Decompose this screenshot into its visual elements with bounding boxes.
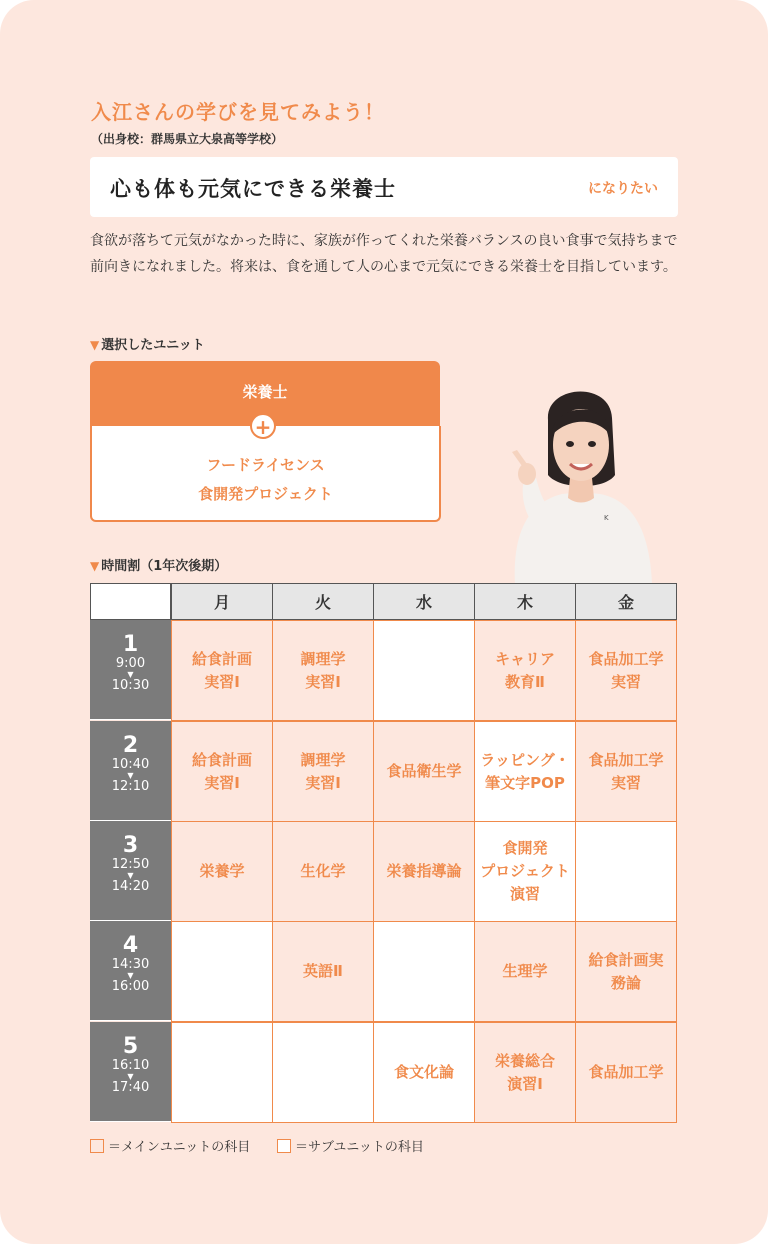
arrow-down-icon: ▼ xyxy=(127,1072,134,1081)
period-end: 10:30 xyxy=(111,678,150,693)
legend-sub-text: ＝サブユニットの科目 xyxy=(295,1140,424,1155)
subject-name: 給食計画実 務論 xyxy=(588,950,664,992)
subject-name: 給食計画 実習Ⅰ xyxy=(191,649,252,691)
subject-name: 栄養学 xyxy=(199,862,245,880)
period-label xyxy=(90,1022,171,1122)
day-header-fri: 金 xyxy=(575,583,677,620)
legend-main xyxy=(90,1136,250,1155)
day-header-wed: 水 xyxy=(373,583,475,620)
period-start: 10:40 xyxy=(111,757,150,772)
timetable-cell xyxy=(272,921,374,1022)
sub-unit xyxy=(90,426,441,522)
timetable-cell xyxy=(171,620,273,721)
period-end: 16:00 xyxy=(111,979,150,994)
arrow-down-icon: ▼ xyxy=(127,971,134,980)
subject-name: 食品加工学 実習 xyxy=(588,750,664,792)
timetable-cell xyxy=(474,921,576,1022)
period-end: 12:10 xyxy=(111,779,150,794)
timetable-cell xyxy=(272,1022,374,1123)
arrow-down-icon: ▼ xyxy=(127,771,134,780)
timetable-corner xyxy=(90,583,171,620)
goal-text: 心も体も元気にできる栄養士 xyxy=(110,177,396,201)
timetable-cell xyxy=(575,721,677,822)
timetable-cell xyxy=(171,821,273,922)
svg-text:K: K xyxy=(604,514,609,522)
plus-icon: + xyxy=(250,413,276,439)
day-header-tue: 火 xyxy=(272,583,374,620)
day-header-thu: 木 xyxy=(474,583,576,620)
school-name: （出身校：群馬県立大泉高等学校） xyxy=(91,132,284,146)
subject-name: ラッピング・ 筆文字POP xyxy=(480,750,570,792)
subject-name: 食品加工学 実習 xyxy=(588,649,664,691)
period-end: 17:40 xyxy=(111,1080,150,1095)
description: 食欲が落ちて元気がなかった時に、家族が作ってくれた栄養バランスの良い食事で気持ちまで前向きになれました。将来は、食を通して人の心まで元気にできる栄養士を目指しています。 xyxy=(90,233,678,275)
subject-name: 英語Ⅱ xyxy=(303,962,343,980)
period-number: 2 xyxy=(122,733,139,758)
subject-name: 栄養総合 演習Ⅰ xyxy=(494,1051,555,1093)
timetable-cell xyxy=(373,921,475,1022)
timetable-cell xyxy=(575,921,677,1022)
legend-sub-swatch xyxy=(277,1139,291,1153)
timetable-cell xyxy=(575,620,677,721)
timetable-cell xyxy=(474,821,576,922)
period-end: 14:20 xyxy=(111,879,150,894)
triangle-down-icon: ▼ xyxy=(90,559,100,573)
legend-sub xyxy=(277,1136,424,1155)
arrow-down-icon: ▼ xyxy=(127,670,134,679)
timetable-cell xyxy=(575,821,677,922)
subject-name: 給食計画 実習Ⅰ xyxy=(191,750,252,792)
units-section-label xyxy=(90,334,205,353)
period-start: 9:00 xyxy=(115,656,146,671)
sub-unit-line2: 食開発プロジェクト xyxy=(198,485,333,503)
timetable-section-label xyxy=(90,555,227,574)
period-start: 14:30 xyxy=(111,957,150,972)
period-label xyxy=(90,921,171,1021)
period-number: 1 xyxy=(122,632,139,657)
legend-main-text: ＝メインユニットの科目 xyxy=(108,1140,251,1155)
period-start: 12:50 xyxy=(111,857,150,872)
day-header-mon: 月 xyxy=(171,583,273,620)
timetable-cell xyxy=(474,721,576,822)
period-number: 3 xyxy=(122,833,139,858)
timetable-cell xyxy=(171,721,273,822)
timetable-cell xyxy=(272,620,374,721)
subject-name: 食品加工学 xyxy=(588,1063,664,1081)
period-label xyxy=(90,620,171,720)
main-unit: 栄養士 xyxy=(90,361,440,426)
subject-name: 調理学 実習Ⅰ xyxy=(300,750,346,792)
timetable-cell xyxy=(373,620,475,721)
subject-name: 調理学 実習Ⅰ xyxy=(300,649,346,691)
triangle-down-icon: ▼ xyxy=(90,338,100,352)
timetable-cell xyxy=(272,821,374,922)
sub-unit-line1: フードライセンス xyxy=(206,456,325,474)
units-label-text: 選択したユニット xyxy=(101,338,205,353)
period-number: 5 xyxy=(122,1034,139,1059)
period-label xyxy=(90,821,171,921)
subject-name: 食品衛生学 xyxy=(386,762,462,780)
subject-name: 栄養指導論 xyxy=(386,862,462,880)
timetable-cell xyxy=(171,1022,273,1123)
timetable-cell xyxy=(474,620,576,721)
goal-suffix: になりたい xyxy=(588,181,658,197)
student-photo xyxy=(500,380,680,585)
subject-name: キャリア 教育Ⅱ xyxy=(494,649,555,691)
timetable-cell xyxy=(373,821,475,922)
goal-box xyxy=(90,157,678,217)
legend-main-swatch xyxy=(90,1139,104,1153)
subject-name: 生理学 xyxy=(502,962,548,980)
timetable-cell xyxy=(272,721,374,822)
period-number: 4 xyxy=(122,933,139,958)
subject-name: 食文化論 xyxy=(393,1063,454,1081)
page-title: 入江さんの学びを見てみよう！ xyxy=(91,100,385,124)
subject-name: 食開発 プロジェクト 演習 xyxy=(480,839,570,903)
timetable-cell xyxy=(171,921,273,1022)
period-start: 16:10 xyxy=(111,1058,150,1073)
timetable-cell xyxy=(373,1022,475,1123)
timetable-label-text: 時間割（1年次後期） xyxy=(101,559,228,574)
arrow-down-icon: ▼ xyxy=(127,871,134,880)
timetable-cell xyxy=(474,1022,576,1123)
subject-name: 生化学 xyxy=(300,862,346,880)
timetable-cell xyxy=(373,721,475,822)
period-label xyxy=(90,721,171,821)
timetable-cell xyxy=(575,1022,677,1123)
